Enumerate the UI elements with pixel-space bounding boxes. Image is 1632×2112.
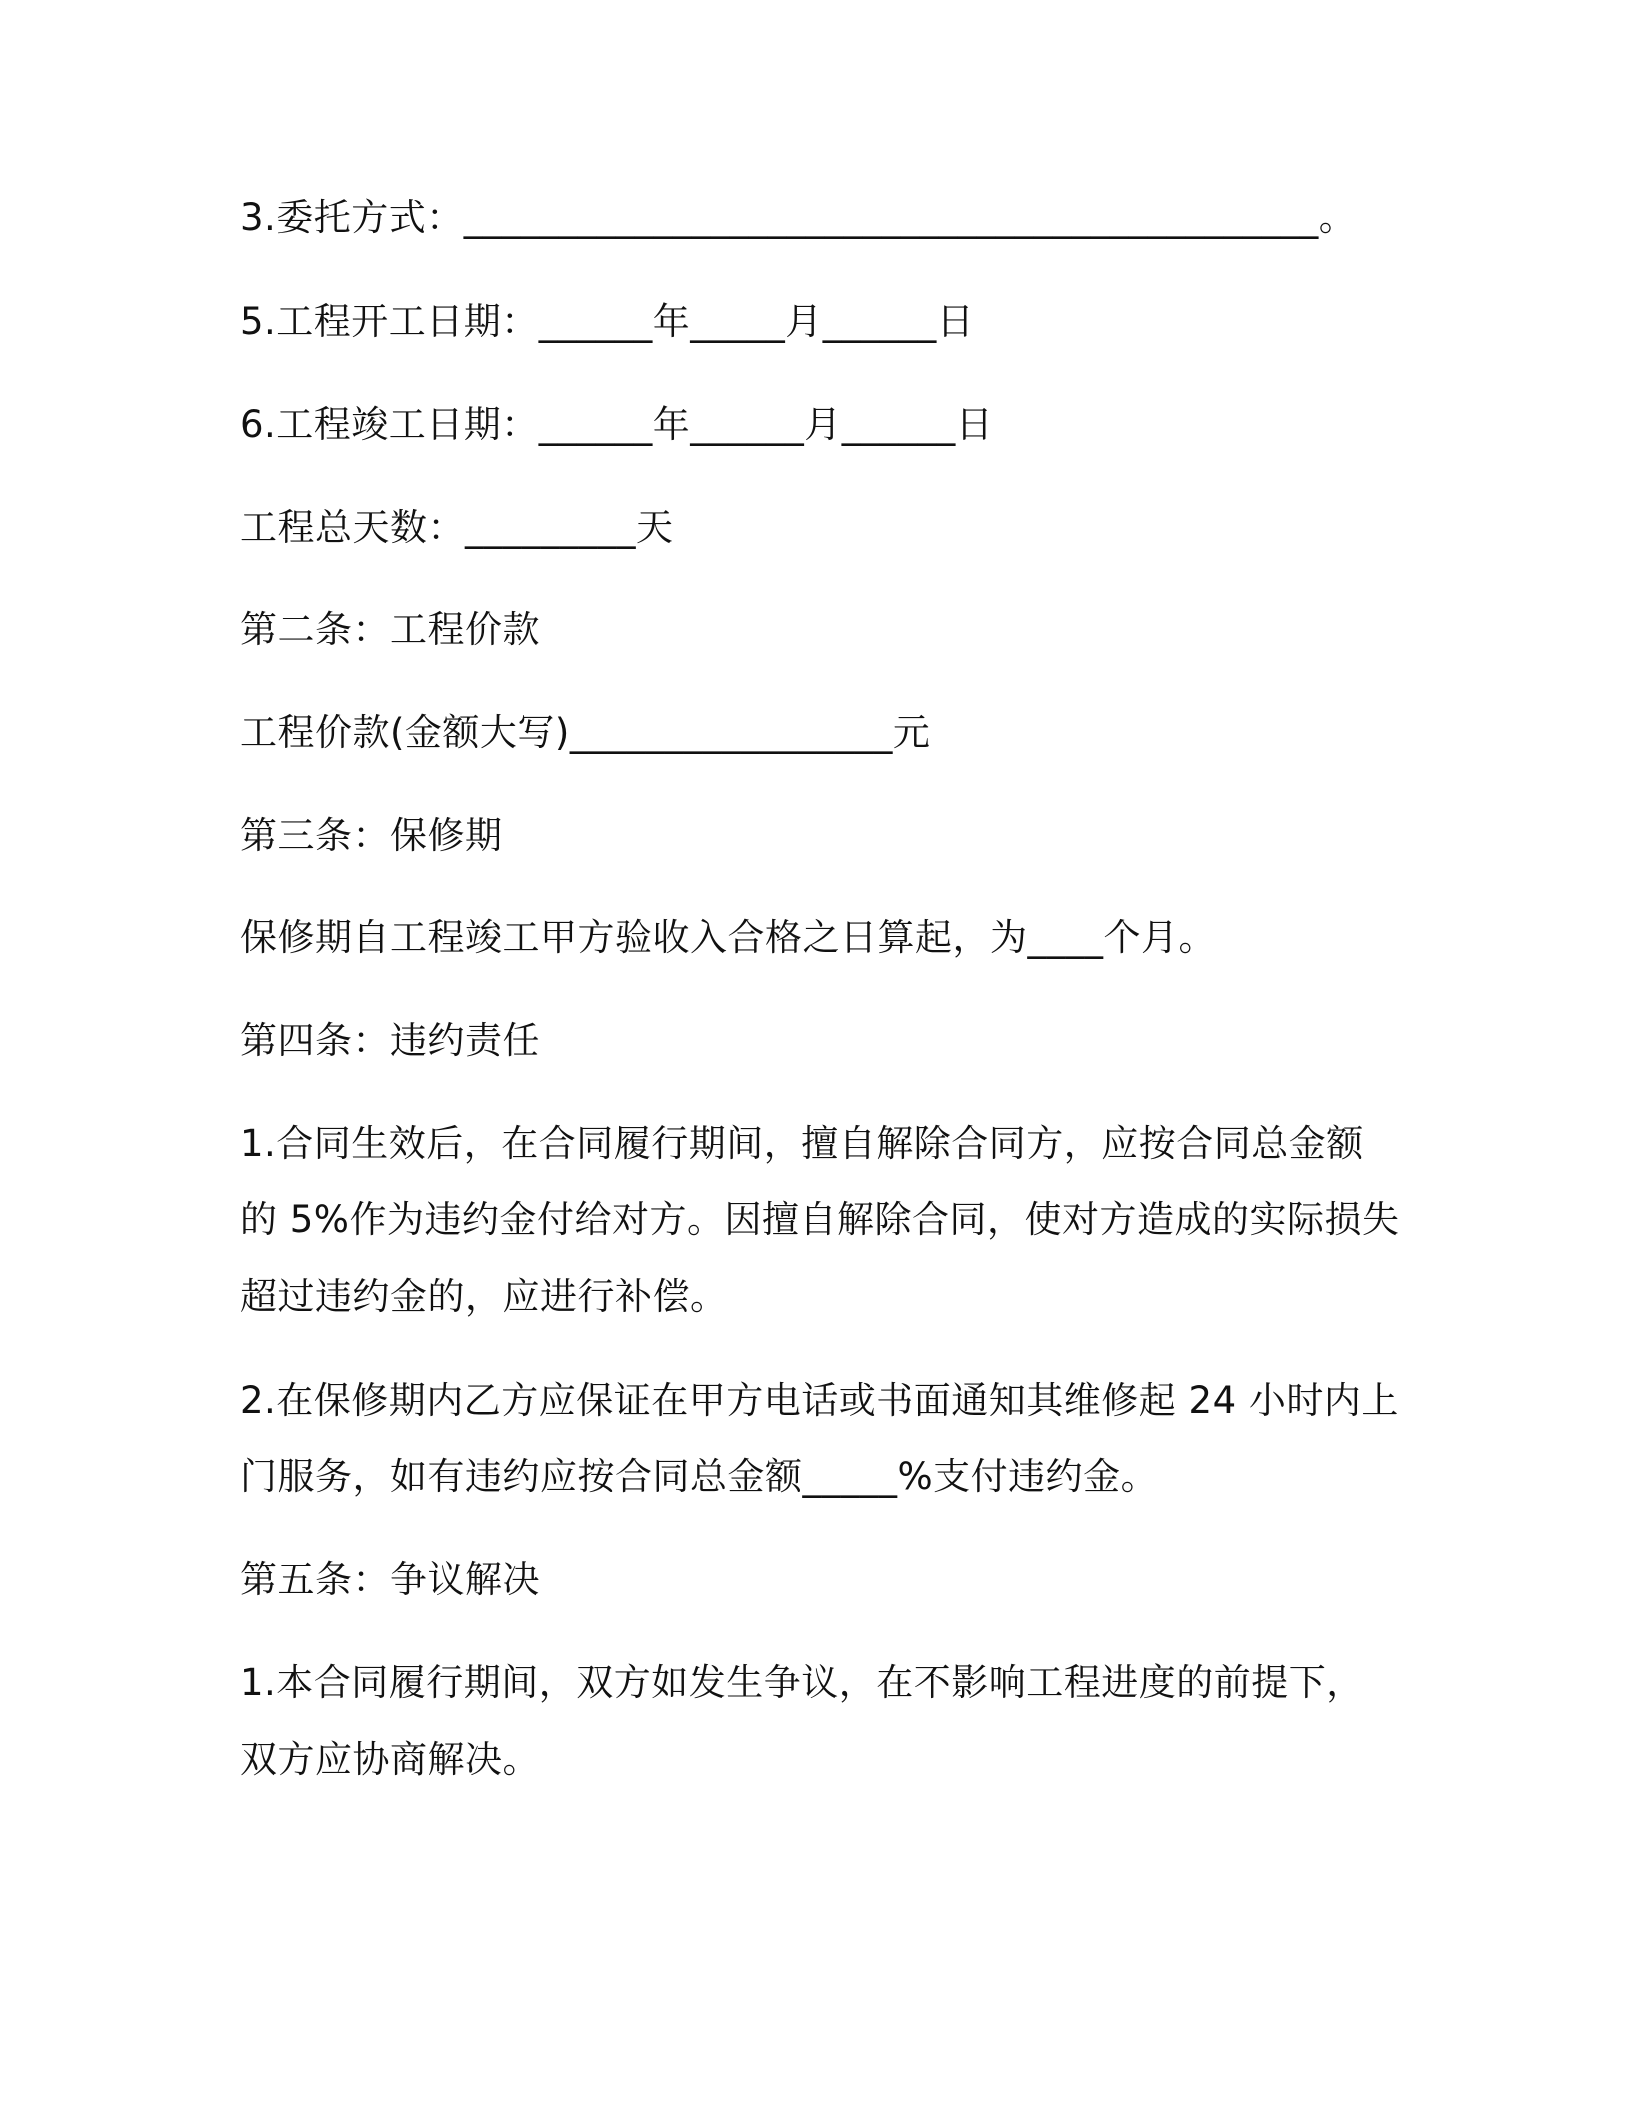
clause-entrust-method: 3.委托方式：_____________________________________________。 — [240, 196, 1357, 239]
clause-warranty-period: 保修期自工程竣工甲方验收入合格之日算起，为____个月。 — [240, 916, 1216, 959]
clause-liability-2-line-1: 2.在保修期内乙方应保证在甲方电话或书面通知其维修起 24 小时内上 — [240, 1379, 1399, 1422]
clause-liability-2-line-2: 门服务，如有违约应按合同总金额_____%支付违约金。 — [240, 1455, 1159, 1498]
clause-liability-1-line-2: 的 5%作为违约金付给对方。因擅自解除合同，使对方造成的实际损失 — [240, 1198, 1400, 1241]
clause-price-amount: 工程价款(金额大写)_________________元 — [240, 711, 931, 754]
section-heading-dispute: 第五条：争议解决 — [240, 1558, 540, 1601]
section-heading-warranty: 第三条：保修期 — [240, 814, 503, 857]
clause-total-days: 工程总天数：_________天 — [240, 506, 674, 549]
section-heading-liability: 第四条：违约责任 — [240, 1019, 540, 1062]
clause-start-date: 5.工程开工日期：______年_____月______日 — [240, 300, 975, 343]
clause-completion-date: 6.工程竣工日期：______年______月______日 — [240, 403, 994, 446]
clause-dispute-1-line-1: 1.本合同履行期间，双方如发生争议，在不影响工程进度的前提下， — [240, 1661, 1364, 1704]
clause-dispute-1-line-2: 双方应协商解决。 — [240, 1738, 540, 1781]
clause-liability-1-line-3: 超过违约金的，应进行补偿。 — [240, 1275, 728, 1318]
clause-liability-1-line-1: 1.合同生效后，在合同履行期间，擅自解除合同方，应按合同总金额 — [240, 1122, 1364, 1165]
section-heading-price: 第二条：工程价款 — [240, 608, 540, 651]
